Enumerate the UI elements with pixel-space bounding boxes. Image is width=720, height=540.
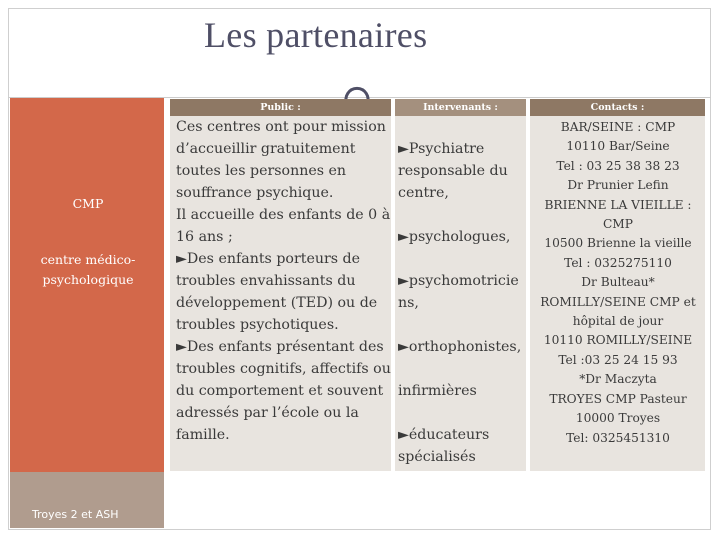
sidebar-label-centre-1: centre médico- bbox=[40, 252, 136, 267]
header-contacts: Contacts : bbox=[530, 99, 705, 116]
contact-line: Dr Prunier Lefin bbox=[567, 178, 669, 193]
page-title: Les partenaires bbox=[204, 15, 428, 55]
public-line: souffrance psychique. bbox=[176, 185, 334, 201]
sidebar-label-centre-2: psychologique bbox=[42, 272, 134, 287]
contact-line: Tel : 0325275110 bbox=[564, 255, 672, 270]
contact-line: 10000 Troyes bbox=[575, 411, 661, 426]
public-line: d’accueillir gratuitement bbox=[176, 141, 356, 157]
public-line: ►Des enfants porteurs de bbox=[176, 251, 361, 267]
intervenant-spacer bbox=[398, 358, 528, 380]
contact-line: 10110 ROMILLY/SEINE bbox=[543, 333, 693, 348]
contact-line: TROYES CMP Pasteur bbox=[549, 391, 687, 406]
header-public: Public : bbox=[170, 99, 391, 116]
intervenant-spacer bbox=[398, 204, 528, 226]
intervenant-line: ►éducateurs bbox=[398, 427, 490, 443]
public-line: toutes les personnes en bbox=[176, 163, 347, 179]
public-text bbox=[176, 116, 390, 446]
sidebar-panel bbox=[10, 98, 164, 528]
sidebar-label-cmp: CMP bbox=[72, 196, 104, 211]
public-line: troubles cognitifs, affectifs ou bbox=[176, 361, 391, 377]
public-line: troubles psychotiques. bbox=[176, 317, 339, 333]
public-line: troubles envahissants du bbox=[176, 273, 356, 289]
contact-line: BAR/SEINE : CMP bbox=[560, 120, 676, 134]
public-line: Ces centres ont pour mission bbox=[176, 119, 386, 135]
contact-line: CMP bbox=[602, 217, 633, 232]
contact-line: BRIENNE LA VIEILLE : bbox=[544, 197, 692, 212]
public-line: Il accueille des enfants de 0 à bbox=[176, 207, 391, 223]
contact-line: hôpital de jour bbox=[572, 314, 664, 329]
intervenant-line: ns, bbox=[398, 295, 419, 311]
header-intervenants: Intervenants : bbox=[395, 99, 526, 116]
contact-line: 10500 Brienne la vieille bbox=[544, 236, 692, 251]
public-line: famille. bbox=[176, 427, 230, 443]
public-line: ►Des enfants présentant des bbox=[176, 339, 384, 355]
contact-line: ROMILLY/SEINE CMP et bbox=[540, 294, 696, 309]
public-line: adressés par l’école ou la bbox=[176, 405, 359, 421]
contact-line: Dr Bulteau* bbox=[581, 275, 655, 290]
intervenant-spacer bbox=[398, 402, 528, 424]
intervenant-line: ►psychologues, bbox=[398, 229, 511, 245]
footer-text: Troyes 2 et ASH bbox=[32, 508, 119, 521]
intervenant-line: ►orthophonistes, bbox=[398, 339, 522, 355]
intervenant-spacer bbox=[398, 248, 528, 270]
intervenant-line: infirmières bbox=[398, 383, 477, 399]
public-line: 16 ans ; bbox=[176, 229, 233, 245]
intervenant-line: responsable du bbox=[398, 163, 508, 179]
public-line: du comportement et souvent bbox=[176, 383, 384, 399]
intervenant-spacer bbox=[398, 314, 528, 336]
public-line: développement (TED) ou de bbox=[176, 295, 378, 311]
intervenant-line: spécialisés bbox=[398, 449, 476, 465]
contact-line: Tel: 0325451310 bbox=[566, 430, 670, 445]
intervenant-line: ►psychomotricie bbox=[398, 273, 519, 289]
contact-line: Tel : 03 25 38 38 23 bbox=[556, 158, 680, 173]
intervenant-line: centre, bbox=[398, 185, 449, 201]
contacts-text bbox=[530, 118, 706, 448]
contact-line: *Dr Maczyta bbox=[579, 372, 657, 387]
contact-line: 10110 Bar/Seine bbox=[566, 139, 670, 154]
intervenants-text bbox=[398, 138, 528, 468]
contact-line: Tel :03 25 24 15 93 bbox=[558, 352, 678, 367]
intervenant-line: ►Psychiatre bbox=[398, 141, 485, 157]
